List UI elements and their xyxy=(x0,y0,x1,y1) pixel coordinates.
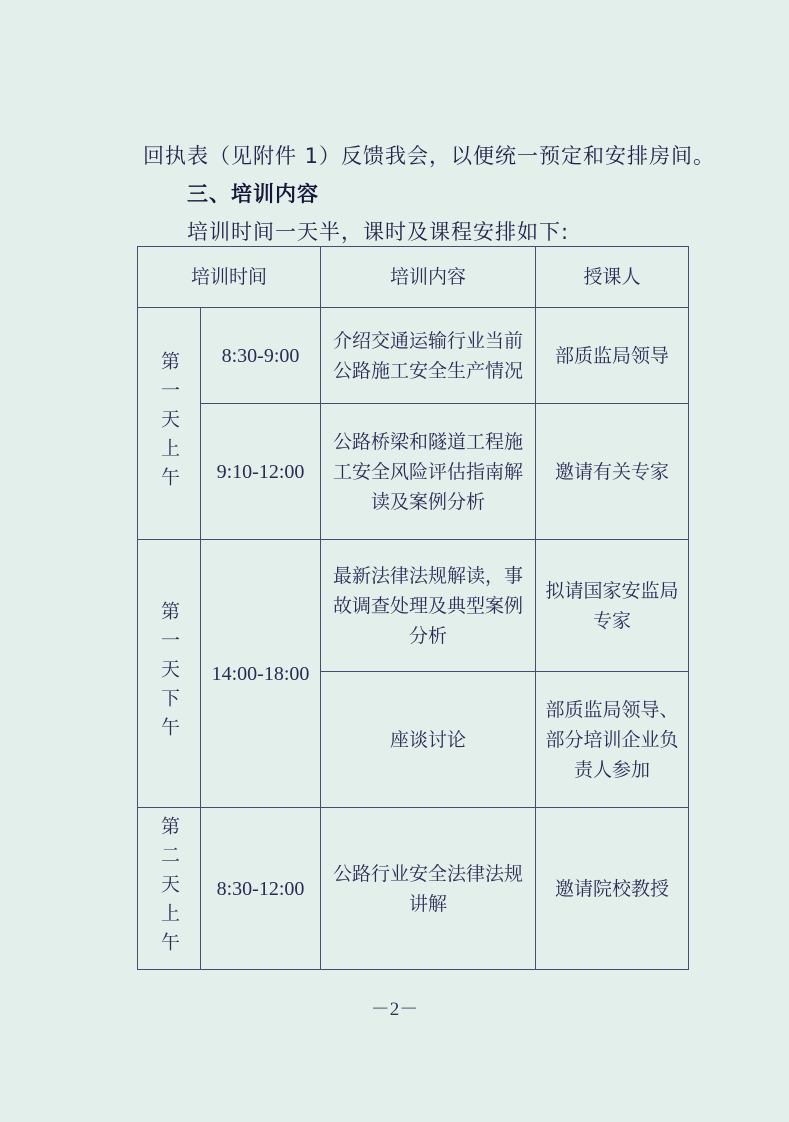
lecturer-cell: 邀请院校教授 xyxy=(536,808,689,970)
lecturer-cell: 邀请有关专家 xyxy=(536,404,689,540)
page-number: －2－ xyxy=(370,999,419,1020)
header-lecturer: 授课人 xyxy=(536,247,689,308)
time-cell: 8:30-12:00 xyxy=(201,808,321,970)
time-cell: 9:10-12:00 xyxy=(201,404,321,540)
day-label: 第一天上午 xyxy=(158,351,180,496)
day-label: 第一天下午 xyxy=(158,601,180,746)
lecturer-cell: 部质监局领导 xyxy=(536,308,689,404)
day-cell xyxy=(138,808,201,970)
day-cell xyxy=(138,308,201,540)
lecturer-cell: 拟请国家安监局专家 xyxy=(536,540,689,672)
table-row xyxy=(138,308,689,404)
paragraph-line: 回执表（见附件 1）反馈我会，以便统一预定和安排房间。 xyxy=(143,144,716,168)
day-cell xyxy=(138,540,201,808)
lecturer-cell: 部质监局领导、部分培训企业负责人参加 xyxy=(536,672,689,808)
content-cell: 座谈讨论 xyxy=(321,672,536,808)
table-header-row xyxy=(138,247,689,308)
paragraph-line: 培训时间一天半，课时及课程安排如下: xyxy=(187,220,570,244)
time-cell: 8:30-9:00 xyxy=(201,308,321,404)
content-cell: 最新法律法规解读，事故调查处理及典型案例分析 xyxy=(321,540,536,672)
schedule-table xyxy=(137,246,689,970)
table-row xyxy=(138,404,689,540)
header-content: 培训内容 xyxy=(321,247,536,308)
time-cell: 14:00-18:00 xyxy=(201,540,321,808)
table-row xyxy=(138,540,689,672)
content-cell: 介绍交通运输行业当前公路施工安全生产情况 xyxy=(321,308,536,404)
table-row xyxy=(138,808,689,970)
day-label: 第二天上午 xyxy=(158,816,180,961)
content-cell: 公路桥梁和隧道工程施工安全风险评估指南解读及案例分析 xyxy=(321,404,536,540)
section-heading: 三、培训内容 xyxy=(187,182,319,206)
content-cell: 公路行业安全法律法规讲解 xyxy=(321,808,536,970)
header-time: 培训时间 xyxy=(138,247,321,308)
